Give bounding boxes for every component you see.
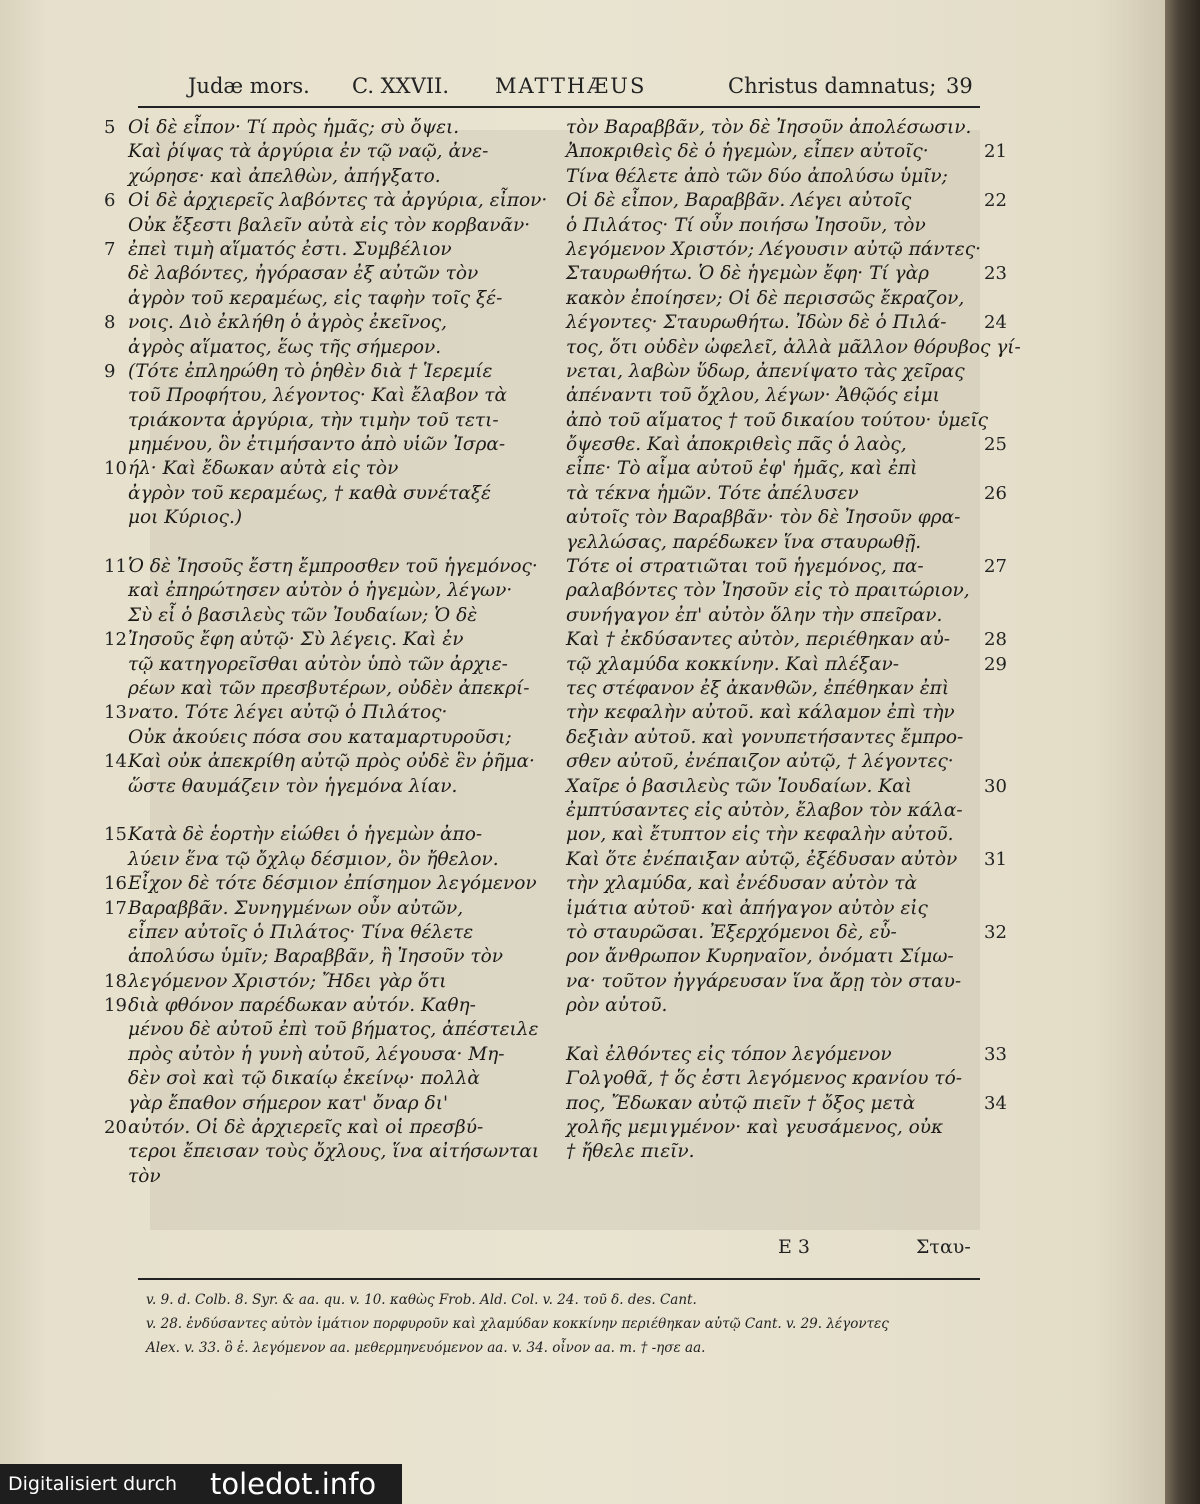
line-text: αὐτοῖς τὸν Βαραββᾶν· τὸν δὲ Ἰησοῦν φρα- [566, 507, 961, 529]
text-line [128, 531, 548, 555]
text-line [566, 384, 986, 408]
line-text: ὥστε θαυμάζειν τὸν ἡγεμόνα λίαν. [128, 775, 458, 797]
line-text: Καὶ † ἐκδύσαντες αὐτὸν, περιέθηκαν αὐ- [566, 629, 951, 651]
text-line [566, 555, 1007, 579]
line-text: τῷ κατηγορεῖσθαι αὐτὸν ὑπὸ τῶν ἀρχιε- [128, 653, 508, 675]
text-line [566, 1140, 986, 1164]
text-line [566, 775, 1007, 799]
line-text: εἶπε· Τὸ αἷμα αὐτοῦ ἐφ' ἡμᾶς, καὶ ἐπὶ [566, 458, 918, 480]
line-text: μένου δὲ αὐτοῦ ἐπὶ τοῦ βήματος, ἀπέστειλε [128, 1019, 539, 1041]
chapter-label: C. XXVII. [352, 74, 450, 98]
verse-number: 14 [104, 751, 127, 773]
line-text: Καὶ ὅτε ἐνέπαιξαν αὐτῷ, ἐξέδυσαν αὐτὸν [566, 848, 958, 870]
text-line [128, 384, 548, 408]
text-line [566, 994, 986, 1018]
line-text: τῷ χλαμύδα κοκκίνην. Καὶ πλέξαν- [566, 653, 899, 675]
text-line [566, 262, 1007, 286]
text-line [566, 750, 986, 774]
text-line [104, 872, 548, 896]
line-text: διὰ φθόνον παρέδωκαν αὐτόν. Καθη- [128, 995, 476, 1017]
line-text: κακὸν ἐποίησεν; Οἱ δὲ περισσῶς ἔκραζον, [566, 287, 965, 309]
line-text: χολῆς μεμιγμένον· καὶ γευσάμενος, οὐκ [566, 1117, 944, 1139]
text-line [128, 1018, 548, 1042]
text-line [566, 287, 986, 311]
line-text: Οἱ δὲ ἀρχιερεῖς λαβόντες τὰ ἀργύρια, εἶπον· [128, 190, 548, 212]
text-line [128, 945, 548, 969]
verse-number: 32 [984, 921, 1007, 943]
verse-number: 24 [984, 312, 1007, 334]
watermark-prefix: Digitalisiert durch [8, 1473, 178, 1495]
footnote-line-3: Alex. v. 33. ὃ ἐ. λεγόμενον aa. μεθερμηνευόμενον aa. v. 34. οἶνον aa. m. † -ησε aa. [146, 1340, 706, 1356]
text-line [566, 848, 1007, 872]
text-line [566, 433, 1007, 457]
text-line [128, 1092, 548, 1116]
text-line [128, 775, 548, 799]
line-text: ὄψεσθε. Καὶ ἀποκριθεὶς πᾶς ὁ λαὸς, [566, 434, 907, 456]
text-line [566, 238, 986, 262]
line-text: δὲ λαβόντες, ἠγόρασαν ἐξ αὐτῶν τὸν [128, 263, 479, 285]
line-text: τος, ὅτι οὐδὲν ὠφελεῖ, ἀλλὰ μᾶλλον θόρυβος γί- [566, 336, 1021, 358]
line-text: Καὶ ῥίψας τὰ ἀργύρια ἐν τῷ ναῷ, ἀνε- [128, 141, 489, 163]
line-text: Τίνα θέλετε ἀπὸ τῶν δύο ἀπολύσω ὑμῖν; [566, 165, 948, 187]
line-text: τὴν κεφαλὴν αὐτοῦ. καὶ κάλαμον ἐπὶ τὴν [566, 702, 955, 724]
verse-number: 29 [984, 653, 1007, 675]
left-text-column [104, 116, 548, 1189]
verse-number: 28 [984, 629, 1007, 651]
line-text: Καὶ οὐκ ἀπεκρίθη αὐτῷ πρὸς οὐδὲ ἓν ῥῆμα· [128, 751, 535, 773]
text-line [104, 823, 548, 847]
line-text: Οἱ δὲ εἶπον, Βαραββᾶν. Λέγει αὐτοῖς [566, 190, 912, 212]
line-text: λύειν ἕνα τῷ ὄχλῳ δέσμιον, ὃν ἤθελον. [128, 848, 499, 870]
line-text: ἐπεὶ τιμὴ αἵματός ἐστι. Συμβέλιον [128, 238, 452, 260]
line-text: Εἶχον δὲ τότε δέσμιον ἐπίσημον λεγόμενον [128, 873, 537, 895]
line-text: τὸν [128, 1165, 161, 1187]
line-text: Τότε οἱ στρατιῶται τοῦ ἡγεμόνος, πα- [566, 556, 924, 578]
line-text: Ὁ δὲ Ἰησοῦς ἔστη ἔμπροσθεν τοῦ ἡγεμόνος· [128, 556, 538, 578]
text-line [128, 409, 548, 433]
line-text: δὲν σοὶ καὶ τῷ δικαίῳ ἐκείνῳ· πολλὰ [128, 1068, 480, 1090]
text-line [128, 262, 548, 286]
text-line [128, 604, 548, 628]
verse-number: 31 [984, 848, 1007, 870]
line-text: σθεν αὐτοῦ, ἐνέπαιζον αὐτῷ, † λέγοντες· [566, 751, 954, 773]
footnote-rule [138, 1278, 980, 1280]
text-line [566, 482, 1007, 506]
text-line [128, 287, 548, 311]
verse-number: 8 [104, 312, 116, 334]
line-text: Γολγοθᾶ, † ὅς ἐστι λεγόμενος κρανίου τό- [566, 1068, 963, 1090]
verse-number: 20 [104, 1117, 127, 1139]
line-text: Καὶ ἐλθόντες εἰς τόπον λεγόμενον [566, 1043, 892, 1065]
text-line [104, 994, 548, 1018]
verse-number: 16 [104, 873, 127, 895]
verse-number: 7 [104, 238, 116, 260]
text-line [566, 140, 1007, 164]
verse-number: 9 [104, 360, 116, 382]
line-text: ρέων καὶ τῶν πρεσβυτέρων, οὐδὲν ἀπεκρί- [128, 677, 530, 699]
line-text: ρὸν αὐτοῦ. [566, 995, 668, 1017]
line-text: συνήγαγον ἐπ' αὐτὸν ὅλην τὴν σπεῖραν. [566, 604, 943, 626]
text-line [128, 1043, 548, 1067]
text-line [566, 214, 986, 238]
text-line [104, 628, 548, 652]
verse-number: 10 [104, 458, 127, 480]
line-text: ἀγρὸν τοῦ κεραμέως, εἰς ταφὴν τοῖς ξέ- [128, 287, 503, 309]
verse-number: 33 [984, 1043, 1007, 1065]
text-line [104, 457, 548, 481]
line-text: χώρησε· καὶ ἀπελθὼν, ἀπήγξατο. [128, 165, 441, 187]
line-text: ρον ἄνθρωπον Κυρηναῖον, ὀνόματι Σίμω- [566, 946, 954, 968]
line-text: (Τότε ἐπληρώθη τὸ ῥηθὲν διὰ † Ἱερεμίε [128, 360, 493, 382]
verse-number: 19 [104, 995, 127, 1017]
text-line [566, 311, 1007, 335]
text-line [566, 921, 1007, 945]
text-line [128, 140, 548, 164]
text-line [104, 750, 548, 774]
text-line [128, 653, 548, 677]
verse-number: 6 [104, 190, 116, 212]
digitization-watermark [0, 1464, 402, 1504]
line-text: τὰ τέκνα ἡμῶν. Τότε ἀπέλυσεν [566, 482, 859, 504]
line-text: ἀπέναντι τοῦ ὄχλου, λέγων· Ἀθῷός εἰμι [566, 385, 940, 407]
line-text: τες στέφανον ἐξ ἀκανθῶν, ἐπέθηκαν ἐπὶ [566, 677, 950, 699]
verse-number: 23 [984, 263, 1007, 285]
verse-number: 18 [104, 970, 127, 992]
text-line [566, 360, 986, 384]
line-text: καὶ ἐπηρώτησεν αὐτὸν ὁ ἡγεμὼν, λέγων· [128, 580, 513, 602]
verse-number: 25 [984, 434, 1007, 456]
line-text: ἱμάτια αὐτοῦ· καὶ ἀπήγαγον αὐτὸν εἰς [566, 897, 928, 919]
text-line [128, 921, 548, 945]
line-text: Σταυρωθήτω. Ὁ δὲ ἡγεμὼν ἔφη· Τί γὰρ [566, 263, 929, 285]
footnote-line-2: v. 28. ἐνδύσαντες αὐτὸν ἱμάτιον πορφυροῦν καὶ χλαμύδαν κοκκίνην περιέθηκαν αὐτῷ Cant. v. 29. λέγοντες [146, 1316, 889, 1332]
text-line [566, 409, 989, 433]
text-line [104, 311, 548, 335]
text-line [104, 970, 548, 994]
text-line [566, 1067, 986, 1091]
text-line [566, 457, 986, 481]
book-edge [1165, 0, 1200, 1504]
watermark-site: toledot.info [210, 1467, 377, 1501]
line-text: ὁ Πιλάτος· Τί οὖν ποιήσω Ἰησοῦν, τὸν [566, 214, 926, 236]
line-text: νατο. Τότε λέγει αὐτῷ ὁ Πιλάτος· [128, 702, 448, 724]
line-text: μοι Κύριος.) [128, 507, 243, 529]
line-text: νεται, λαβὼν ὕδωρ, ἀπενίψατο τὰς χεῖρας [566, 360, 965, 382]
text-line [566, 506, 986, 530]
line-text: Βαραββᾶν. Συνηγμένων οὖν αὐτῶν, [128, 897, 464, 919]
text-line [566, 1092, 1007, 1116]
right-text-column [566, 116, 1021, 1165]
verse-number: 34 [984, 1092, 1007, 1114]
line-text: Ἰησοῦς ἔφη αὐτῷ· Σὺ λέγεις. Καὶ ἐν [128, 629, 464, 651]
line-text: Ἀποκριθεὶς δὲ ὁ ἡγεμὼν, εἶπεν αὐτοῖς· [566, 141, 929, 163]
line-text: δεξιὰν αὐτοῦ. καὶ γονυπετήσαντες ἔμπρο- [566, 726, 964, 748]
verse-number: 17 [104, 897, 127, 919]
text-line [566, 701, 986, 725]
text-line [566, 897, 986, 921]
text-line [566, 1043, 1007, 1067]
text-line [566, 531, 986, 555]
verse-number: 11 [104, 556, 127, 578]
text-line [104, 897, 548, 921]
line-text: γὰρ ἔπαθον σήμερον κατ' ὄναρ δι' [128, 1092, 449, 1114]
text-line [566, 336, 1021, 360]
line-text: ραλαβόντες τὸν Ἰησοῦν εἰς τὸ πραιτώριον, [566, 580, 970, 602]
line-text: τεροι ἔπεισαν τοὺς ὄχλους, ἵνα αἰτήσωνται [128, 1141, 540, 1163]
line-text: λεγόμενον Χριστόν; Ἤδει γὰρ ὅτι [128, 970, 447, 992]
verse-number: 22 [984, 190, 1007, 212]
text-line [128, 799, 548, 823]
text-line [104, 1116, 548, 1140]
line-text: Οἱ δὲ εἶπον· Τί πρὸς ἡμᾶς; σὺ ὄψει. [128, 117, 460, 138]
line-text: Οὐκ ἀκούεις πόσα σου καταμαρτυροῦσι; [128, 726, 512, 748]
signature-mark: E 3 [778, 1236, 810, 1258]
text-line [128, 1140, 548, 1164]
verse-number: 13 [104, 702, 127, 724]
text-line [566, 970, 986, 994]
line-text: Κατὰ δὲ ἑορτὴν εἰώθει ὁ ἡγεμὼν ἀπο- [128, 824, 483, 846]
line-text: εἶπεν αὐτοῖς ὁ Πιλάτος· Τίνα θέλετε [128, 921, 474, 943]
page-number: 39 [946, 74, 973, 98]
text-line [128, 482, 548, 506]
book-title: MATTHÆUS [495, 74, 647, 98]
text-line [566, 945, 986, 969]
line-text: † ἤθελε πιεῖν. [566, 1141, 695, 1163]
text-line [566, 872, 986, 896]
running-head-left: Judæ mors. [188, 74, 310, 98]
line-text: λέγοντες· Σταυρωθήτω. Ἰδὼν δὲ ὁ Πιλά- [566, 312, 947, 334]
line-text: ἀγρὸν τοῦ κεραμέως, † καθὰ συνέταξέ [128, 482, 491, 504]
verse-number: 27 [984, 556, 1007, 578]
line-text: νοις. Διὸ ἐκλήθη ὁ ἀγρὸς ἐκεῖνος, [128, 312, 448, 334]
line-text: πρὸς αὐτὸν ἡ γυνὴ αὐτοῦ, λέγουσα· Μη- [128, 1043, 505, 1065]
line-text: Χαῖρε ὁ βασιλεὺς τῶν Ἰουδαίων. Καὶ [566, 775, 912, 797]
text-line [566, 653, 1007, 677]
text-line [128, 848, 548, 872]
text-line [566, 628, 1007, 652]
text-line [566, 165, 986, 189]
text-line [104, 701, 548, 725]
line-text: μον, καὶ ἔτυπτον εἰς τὴν κεφαλὴν αὐτοῦ. [566, 824, 954, 846]
line-text: τὸν Βαραββᾶν, τὸν δὲ Ἰησοῦν ἀπολέσωσιν. [566, 117, 972, 138]
text-line [128, 1067, 548, 1091]
line-text: μημένου, ὃν ἐτιμήσαντο ἀπὸ υἱῶν Ἰσρα- [128, 434, 506, 456]
verse-number: 5 [104, 117, 116, 138]
text-line [104, 360, 548, 384]
text-line [566, 189, 1007, 213]
line-text: πος, Ἔδωκαν αὐτῷ πιεῖν † ὄξος μετὰ [566, 1092, 916, 1114]
text-line [128, 165, 548, 189]
text-line [104, 116, 548, 140]
line-text: ἀπὸ τοῦ αἵματος † τοῦ δικαίου τούτου· ὑμεῖς [566, 409, 989, 431]
line-text: Οὐκ ἔξεστι βαλεῖν αὐτὰ εἰς τὸν κορβανᾶν· [128, 214, 531, 236]
text-line [566, 1018, 986, 1042]
line-text: τριάκοντα ἀργύρια, τὴν τιμὴν τοῦ τετι- [128, 409, 499, 431]
verse-number: 15 [104, 824, 127, 846]
line-text: λεγόμενον Χριστόν; Λέγουσιν αὐτῷ πάντες· [566, 238, 981, 260]
text-line [104, 555, 548, 579]
catchword: Σταυ- [916, 1236, 971, 1258]
text-line [104, 238, 548, 262]
text-line [566, 604, 986, 628]
line-text: ἀγρὸς αἵματος, ἕως τῆς σήμερον. [128, 336, 442, 358]
text-line [128, 726, 548, 750]
text-line [566, 726, 986, 750]
line-text: ἀπολύσω ὑμῖν; Βαραββᾶν, ἢ Ἰησοῦν τὸν [128, 946, 504, 968]
footnote-line-1: v. 9. d. Colb. 8. Syr. & aa. qu. v. 10. καθὼς Frob. Ald. Col. v. 24. τοῦ δ. des. Cant. [146, 1292, 697, 1308]
verse-number: 12 [104, 629, 127, 651]
verse-number: 30 [984, 775, 1007, 797]
text-line [104, 189, 548, 213]
line-text: αὐτόν. Οἱ δὲ ἀρχιερεῖς καὶ οἱ πρεσβύ- [128, 1117, 484, 1139]
text-line [566, 579, 986, 603]
text-line [566, 823, 986, 847]
line-text: τὸ σταυρῶσαι. Ἐξερχόμενοι δὲ, εὗ- [566, 921, 897, 943]
line-text: τὴν χλαμύδα, καὶ ἐνέδυσαν αὐτὸν τὰ [566, 873, 917, 895]
line-text: τοῦ Προφήτου, λέγοντος· Καὶ ἔλαβον τὰ [128, 385, 507, 407]
verse-number: 26 [984, 482, 1007, 504]
line-text: ἐμπτύσαντες εἰς αὐτὸν, ἔλαβον τὸν κάλα- [566, 799, 963, 821]
line-text: ήλ· Καὶ ἔδωκαν αὐτὰ εἰς τὸν [128, 458, 399, 480]
text-line [128, 1165, 548, 1189]
text-line [128, 506, 548, 530]
text-line [128, 677, 548, 701]
text-line [566, 1116, 986, 1140]
line-text: Σὺ εἶ ὁ βασιλεὺς τῶν Ἰουδαίων; Ὁ δὲ [128, 604, 478, 626]
text-line [128, 433, 548, 457]
text-line [128, 214, 548, 238]
header-rule [138, 106, 980, 108]
line-text: να· τοῦτον ἠγγάρευσαν ἵνα ἄρῃ τὸν σταυ- [566, 970, 962, 992]
text-line [566, 116, 986, 140]
running-head-right: Christus damnatus; [728, 74, 937, 98]
text-line [566, 799, 986, 823]
verse-number: 21 [984, 141, 1007, 163]
text-line [128, 336, 548, 360]
line-text: γελλώσας, παρέδωκεν ἵνα σταυρωθῇ. [566, 531, 922, 553]
text-line [566, 677, 986, 701]
text-line [128, 579, 548, 603]
